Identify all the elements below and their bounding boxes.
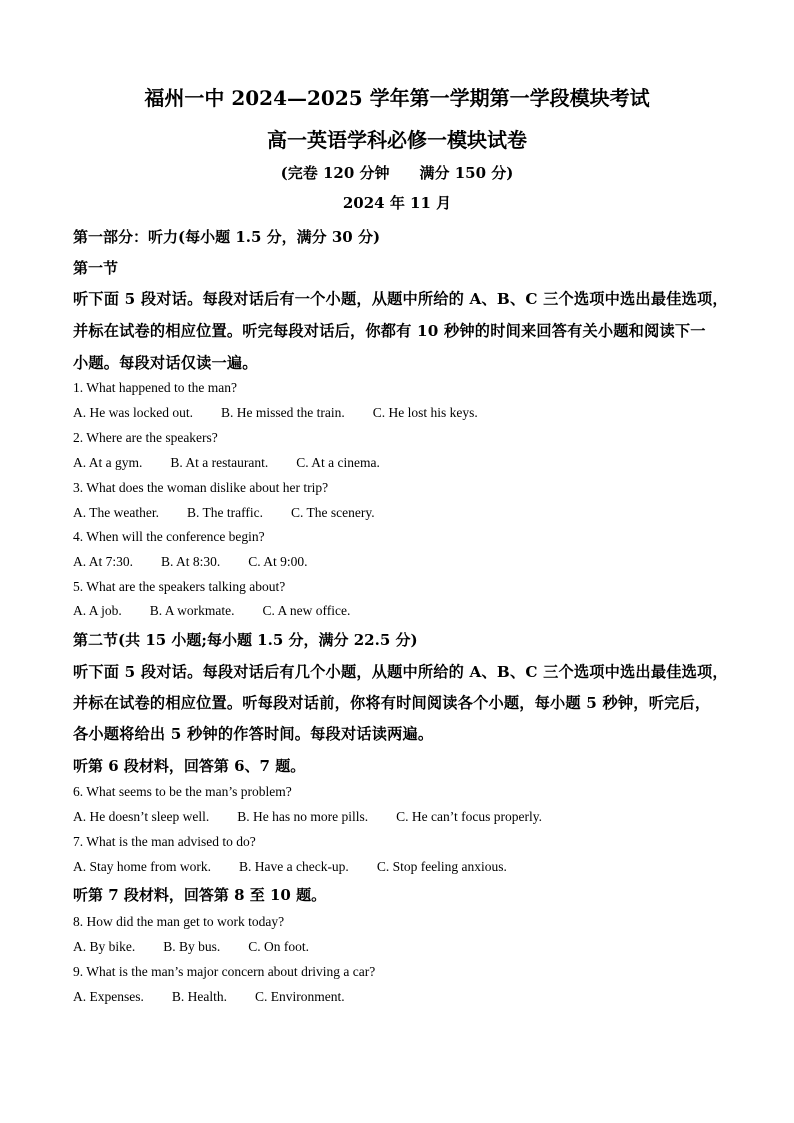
question-stem: 9. What is the man’s major concern about driving a car? [73,964,376,979]
option-a: A. A job. [73,603,122,618]
question-stem: 2. Where are the speakers? [73,430,218,445]
material-7-heading: 听第 7 段材料，回答第 8 至 10 题。 [73,886,327,904]
section1-instruction-line: 并标在试卷的相应位置。听完每段对话后，你都有 10 秒钟的时间来回答有关小题和阅读下一 [73,322,706,340]
option-a: A. By bike. [73,939,136,954]
section1-heading: 第一节 [73,259,119,277]
question-stem: 5. What are the speakers talking about? [73,579,286,594]
question-options [73,505,375,521]
exam-title: 福州一中 2024—2025 学年第一学期第一学段模块考试 [144,86,650,110]
option-b: B. At a restaurant. [170,455,269,470]
exam-info: (完卷 120 分钟 满分 150 分) [280,164,514,182]
option-b: B. Have a check-up. [238,859,349,874]
option-a: A. The weather. [73,505,159,520]
section2-instruction-line: 各小题将给出 5 秒钟的作答时间。每段对话读两遍。 [73,725,434,743]
option-c: C. On foot. [248,939,310,954]
option-c: C. He can’t focus properly. [396,809,542,824]
option-c: C. The scenery. [290,505,375,520]
section1-instruction-line: 小题。每段对话仅读一遍。 [73,354,258,372]
question-options [73,455,380,471]
exam-subtitle: 高一英语学科必修一模块试卷 [267,128,527,152]
question-stem: 7. What is the man advised to do? [73,834,256,849]
option-b: B. By bus. [163,939,221,954]
option-a: A. At 7:30. [73,554,134,569]
section2-instruction-line: 并标在试卷的相应位置。听每段对话前，你将有时间阅读各个小题，每小题 5 秒钟，听完后， [73,694,711,712]
option-b: B. The traffic. [186,505,263,520]
question-stem: 8. How did the man get to work today? [73,914,285,929]
material-6-heading: 听第 6 段材料，回答第 6、7 题。 [73,757,306,775]
question-stem: 4. When will the conference begin? [73,529,265,544]
option-b: B. Health. [171,989,227,1004]
question-stem: 6. What seems to be the man’s problem? [73,784,292,799]
option-c: C. He lost his keys. [372,405,478,420]
option-a: A. At a gym. [73,455,143,470]
option-b: B. He missed the train. [220,405,345,420]
question-options [73,989,345,1005]
question-stem: 3. What does the woman dislike about her trip? [73,480,329,495]
option-a: A. He was locked out. [73,405,193,420]
part1-heading: 第一部分：听力(每小题 1.5 分，满分 30 分) [73,228,381,246]
question-options [73,554,308,570]
option-c: C. At a cinema. [296,455,380,470]
option-b: B. He has no more pills. [237,809,369,824]
option-a: A. Stay home from work. [73,859,211,874]
option-c: C. Stop feeling anxious. [376,859,507,874]
question-options [73,859,507,875]
option-a: A. He doesn’t sleep well. [73,809,210,824]
question-options [73,405,478,421]
option-c: C. A new office. [262,603,351,618]
option-b: B. A workmate. [149,603,235,618]
section2-heading: 第二节(共 15 小题;每小题 1.5 分，满分 22.5 分) [73,631,418,649]
option-c: C. Environment. [255,989,345,1004]
option-c: C. At 9:00. [248,554,308,569]
section1-instruction-line: 听下面 5 段对话。每段对话后有一个小题，从题中所给的 A、B、C 三个选项中选出最佳选项， [73,290,728,308]
question-options [73,809,542,825]
option-b: B. At 8:30. [161,554,221,569]
question-options [73,603,350,619]
section2-instruction-line: 听下面 5 段对话。每段对话后有几个小题，从题中所给的 A、B、C 三个选项中选出最佳选项， [73,663,728,681]
exam-date: 2024 年 11 月 [342,194,452,212]
question-stem: 1. What happened to the man? [73,380,237,395]
question-options [73,939,309,955]
option-a: A. Expenses. [73,989,144,1004]
